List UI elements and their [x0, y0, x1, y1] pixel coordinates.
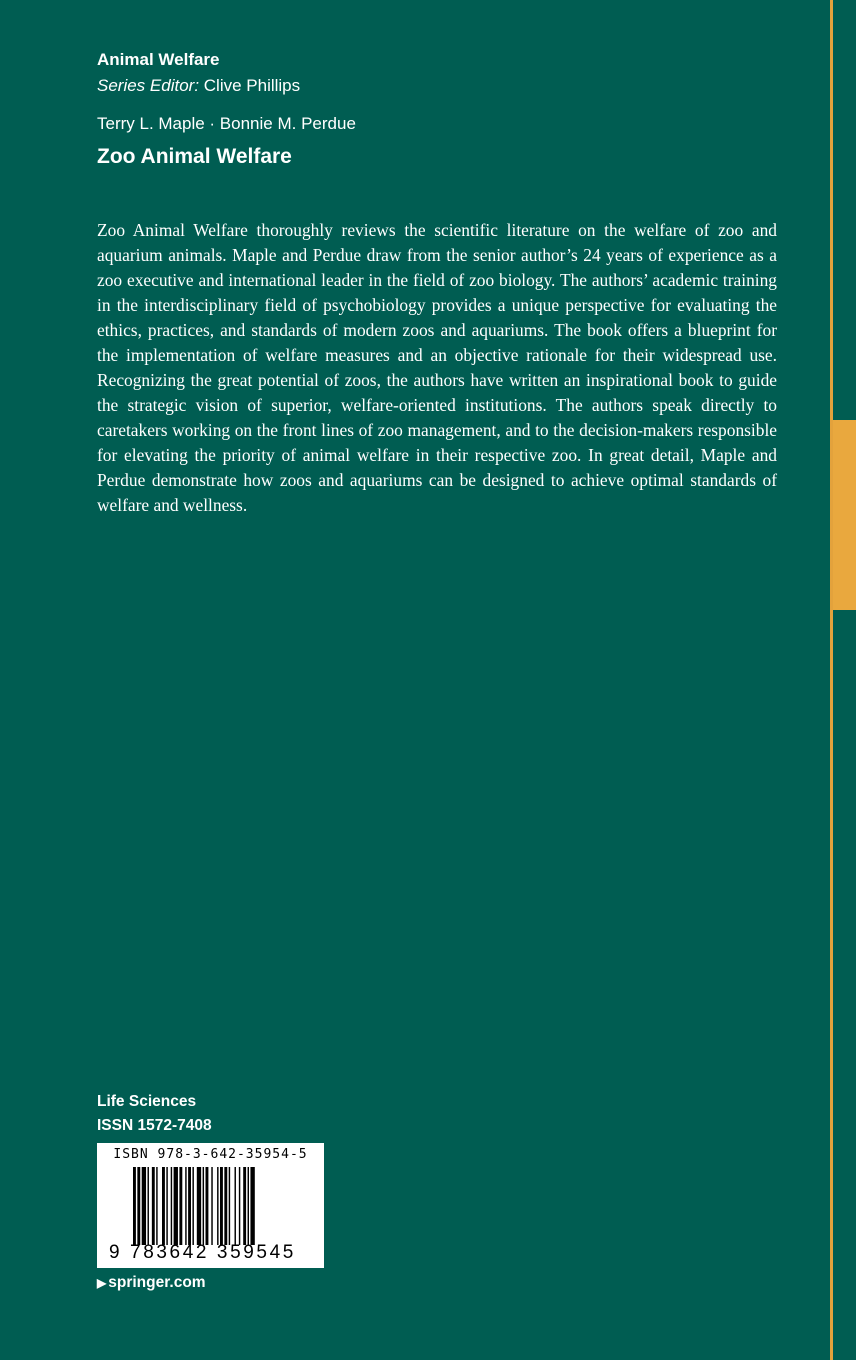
barcode-bar — [224, 1167, 227, 1245]
barcode — [97, 1143, 324, 1268]
barcode-bar — [166, 1167, 167, 1245]
barcode-bar — [203, 1167, 204, 1245]
barcode-bar — [179, 1167, 182, 1245]
series-editor-label: Series Editor: — [97, 76, 200, 95]
website-link[interactable] — [97, 1272, 206, 1294]
barcode-bar — [162, 1167, 165, 1245]
book-title: Zoo Animal Welfare — [97, 145, 292, 168]
barcode-bar — [206, 1167, 209, 1245]
spine-color-tab — [833, 420, 856, 610]
barcode-bar — [239, 1167, 240, 1245]
barcode-bar — [171, 1167, 172, 1245]
barcode-bar — [148, 1167, 149, 1245]
series-editor — [97, 73, 300, 99]
barcode-bar — [142, 1167, 146, 1245]
series-title: Animal Welfare — [97, 50, 220, 69]
barcode-bar — [220, 1167, 223, 1245]
barcode-bar — [192, 1167, 193, 1245]
barcode-bar — [250, 1167, 254, 1245]
barcode-bar — [211, 1167, 212, 1245]
barcode-bar — [152, 1167, 155, 1245]
barcode-bar — [133, 1167, 136, 1245]
barcode-bar — [185, 1167, 186, 1245]
series-block — [97, 47, 300, 99]
subject-label: Life Sciences — [97, 1093, 197, 1110]
barcode-bar — [229, 1167, 230, 1245]
publication-meta — [97, 1090, 212, 1138]
barcode-bars — [133, 1167, 293, 1245]
series-editor-name: Clive Phillips — [199, 76, 301, 95]
barcode-bar — [248, 1167, 249, 1245]
barcode-digits: 9 783642 359545 — [109, 1242, 296, 1263]
barcode-bar — [174, 1167, 178, 1245]
spine-edge-line — [830, 0, 833, 1360]
website-label: springer.com — [108, 1274, 206, 1291]
barcode-bar — [156, 1167, 157, 1245]
isbn-label: ISBN 978-3-642-35954-5 — [113, 1147, 308, 1162]
triangle-right-icon: ▶ — [97, 1276, 107, 1290]
authors: Terry L. Maple · Bonnie M. Perdue — [97, 114, 356, 133]
barcode-bar — [243, 1167, 246, 1245]
barcode-bar — [137, 1167, 140, 1245]
book-description: Zoo Animal Welfare thoroughly reviews the scientific literature on the welfare of zoo and aquarium animals. Maple and Perdue draw from the senior author’s 24 years of experience as a zoo executive and international leader in the field of zoo biology. The authors’ academic training in the interdisciplinary field of psychobiology provides a unique perspective for evaluating the ethics, practices, and standards of modern zoos and aquariums. The book offers a blueprint for the implementation of welfare measures and an objective rationale for their widespread use. Recognizing the great potential of zoos, the authors have written an inspirational book to guide the strategic vision of superior, welfare-oriented institutions. The authors speak directly to caretakers working on the front lines of zoo management, and to the decision-makers responsible for elevating the priority of animal welfare in their respective zoo. In great detail, Maple and Perdue demonstrate how zoos and aquariums can be designed to achieve optimal standards of welfare and wellness. — [97, 220, 777, 515]
barcode-bar — [217, 1167, 218, 1245]
barcode-bar — [188, 1167, 191, 1245]
barcode-bar — [235, 1167, 236, 1245]
issn-label: ISSN 1572-7408 — [97, 1117, 212, 1134]
barcode-bar — [197, 1167, 201, 1245]
